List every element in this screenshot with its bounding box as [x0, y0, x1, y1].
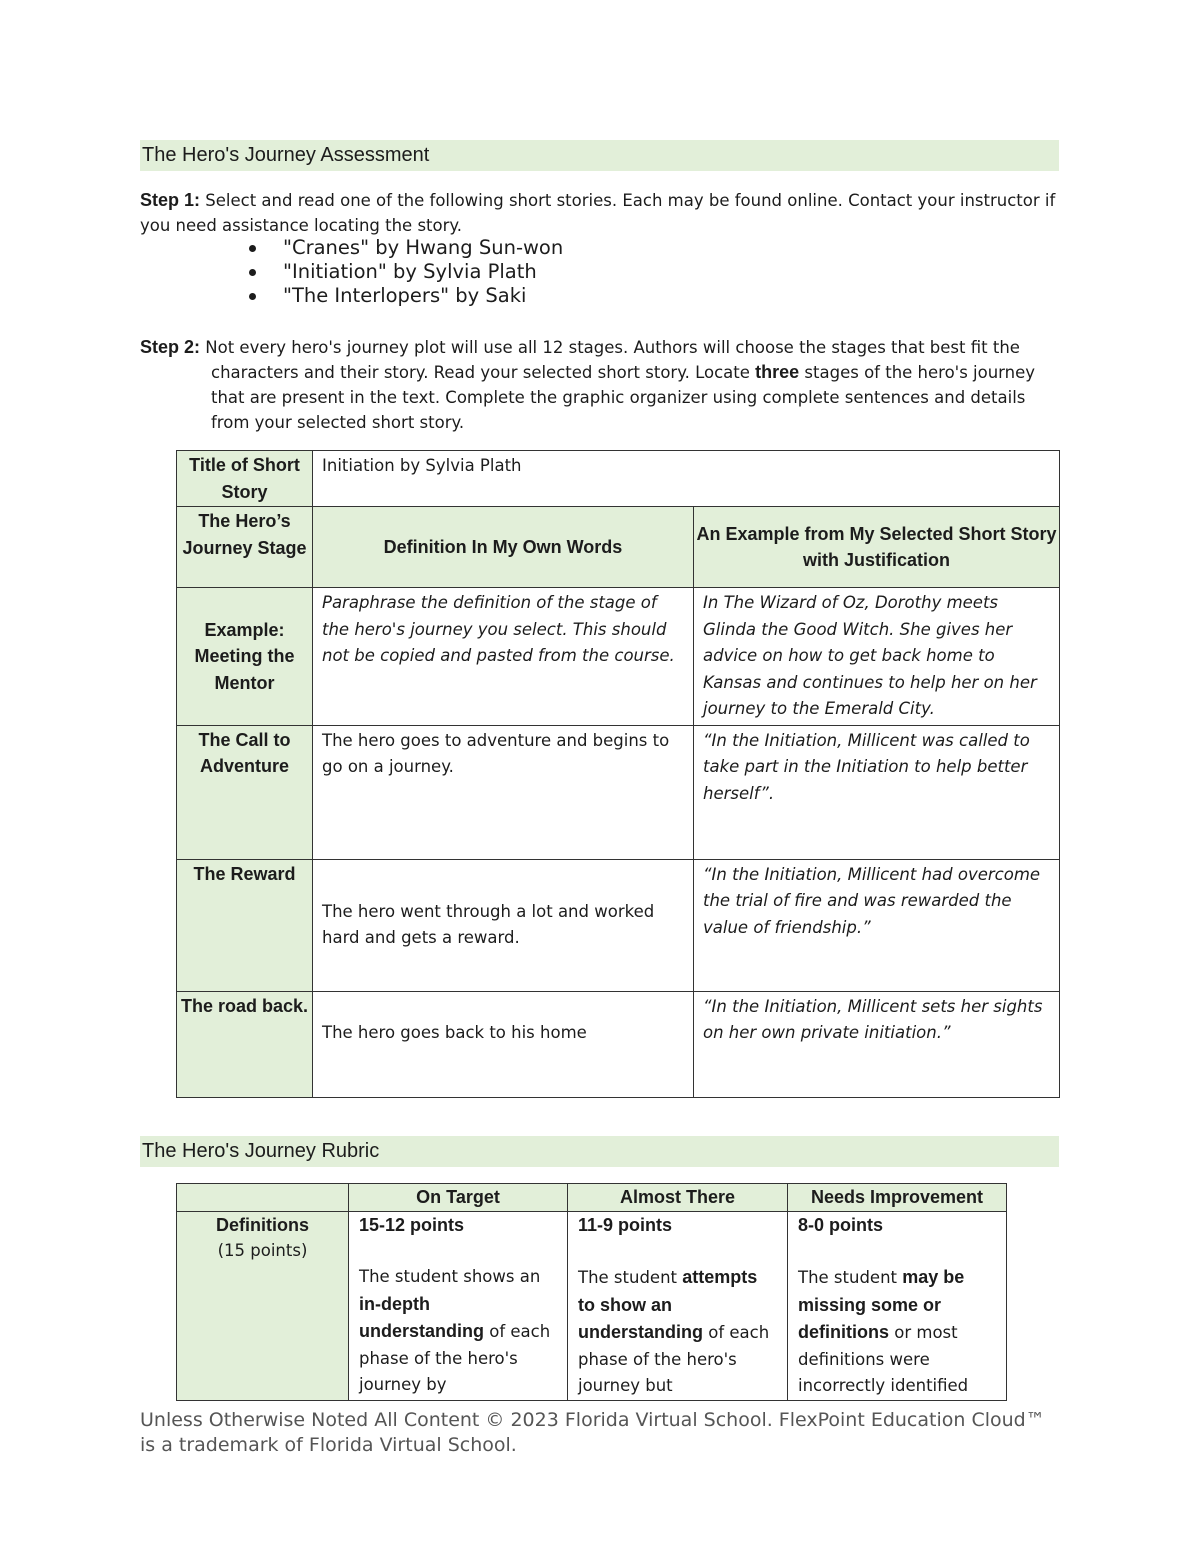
- table-row: [177, 725, 1060, 859]
- example-cell: “In the Initiation, Millicent had overcome the trial of fire and was rewarded the value of friendship.”: [694, 859, 1060, 991]
- rubric-description: [798, 1264, 996, 1400]
- col-stage-header: The Hero’s Journey Stage: [177, 507, 313, 588]
- definition-cell: The hero goes to adventure and begins to go on a journey.: [313, 725, 694, 859]
- story-list: [245, 236, 563, 308]
- table-row: [177, 588, 1060, 726]
- step-2-line1: Not every hero's journey plot will use all 12 stages. Authors will choose the stages that best fit the: [200, 338, 1020, 357]
- definition-cell: The hero went through a lot and worked hard and gets a reward.: [313, 859, 694, 991]
- rubric-heading: The Hero's Journey Rubric: [140, 1136, 1059, 1167]
- step-1-label: Step 1:: [140, 190, 201, 210]
- table-row: [177, 859, 1060, 991]
- col-example-header: An Example from My Selected Short Story with Justification: [694, 507, 1060, 588]
- definition-cell: The hero goes back to his home: [313, 991, 694, 1097]
- example-cell: “In the Initiation, Millicent sets her sights on her own private initiation.”: [694, 991, 1060, 1097]
- rubric-col-on-target: On Target: [349, 1184, 568, 1212]
- step-2-rest-a: characters and their story. Read your selected short story. Locate: [211, 363, 756, 382]
- desc-text: The student: [578, 1268, 683, 1287]
- rubric-col-needs-improvement: Needs Improvement: [788, 1184, 1007, 1212]
- story-item: "The Interlopers" by Saki: [245, 284, 563, 308]
- desc-bold: attempts to show an understanding: [578, 1267, 758, 1342]
- table-row: [177, 1211, 1007, 1400]
- desc-text: of each phase of the hero's journey by: [359, 1322, 551, 1394]
- example-definition: Paraphrase the definition of the stage of the hero's journey you select. This should not be copied and pasted from the course.: [313, 588, 694, 726]
- step-2: [140, 335, 1060, 435]
- step-1-text: Select and read one of the following short stories. Each may be found online. Contact your instructor if you need assistance locating the story.: [140, 191, 1056, 235]
- step-1: [140, 188, 1060, 238]
- points-range: 8-0 points: [798, 1214, 884, 1235]
- desc-text: or most definitions were incorrectly identified: [798, 1323, 969, 1395]
- desc-bold: in-depth understanding: [359, 1293, 484, 1341]
- step-2-bold-word: three: [755, 362, 800, 382]
- example-stage: Example: Meeting the Mentor: [177, 588, 313, 726]
- stage-cell: The Reward: [177, 859, 313, 991]
- table-row: [177, 451, 1060, 507]
- rubric-col-almost-there: Almost There: [568, 1184, 788, 1212]
- points-range: 15-12 points: [359, 1214, 465, 1235]
- story-item: "Cranes" by Hwang Sun-won: [245, 236, 563, 260]
- table-row: [177, 507, 1060, 588]
- step-2-label: Step 2:: [140, 337, 201, 357]
- rubric-criterion: [177, 1211, 349, 1400]
- copyright-footer: Unless Otherwise Noted All Content © 2023 Florida Virtual School. FlexPoint Education Cloud™ is a trademark of Florida Virtual School.: [140, 1409, 1045, 1456]
- example-cell: “In the Initiation, Millicent was called to take part in the Initiation to help better herself”.: [694, 725, 1060, 859]
- rubric-needs-improvement: [788, 1211, 1007, 1400]
- rubric-col-blank: [177, 1184, 349, 1212]
- stage-cell: The Call to Adventure: [177, 725, 313, 859]
- rubric-on-target: [349, 1211, 568, 1400]
- desc-bold: may be missing some or definitions: [798, 1267, 965, 1342]
- story-item: "Initiation" by Sylvia Plath: [245, 260, 563, 284]
- rubric-description: [359, 1264, 557, 1399]
- rubric-description: [578, 1264, 777, 1400]
- points-range: 11-9 points: [578, 1214, 673, 1235]
- desc-text: The student shows an: [359, 1267, 541, 1286]
- desc-text: The student: [798, 1268, 903, 1287]
- criterion-points: (15 points): [217, 1241, 308, 1260]
- table-row: [177, 1184, 1007, 1212]
- title-label: Title of Short Story: [177, 451, 313, 507]
- stage-cell: The road back.: [177, 991, 313, 1097]
- criterion-name: Definitions: [216, 1214, 309, 1235]
- example-justification: In The Wizard of Oz, Dorothy meets Glinda the Good Witch. She gives her advice on how to get back home to Kansas and continues to help her on her journey to the Emerald City.: [694, 588, 1060, 726]
- table-row: [177, 991, 1060, 1097]
- rubric-table: [176, 1183, 1007, 1401]
- assessment-heading: The Hero's Journey Assessment: [140, 140, 1059, 171]
- graphic-organizer-table: [176, 450, 1060, 1098]
- step-2-rest-b: stages of the hero's journey that are present in the text. Complete the graphic organizer using complete sentences and details from your selected short story.: [211, 363, 1036, 432]
- title-value: Initiation by Sylvia Plath: [313, 451, 1060, 507]
- col-definition-header: Definition In My Own Words: [313, 507, 694, 588]
- desc-text: of each phase of the hero's journey but: [578, 1323, 770, 1395]
- rubric-almost-there: [568, 1211, 788, 1400]
